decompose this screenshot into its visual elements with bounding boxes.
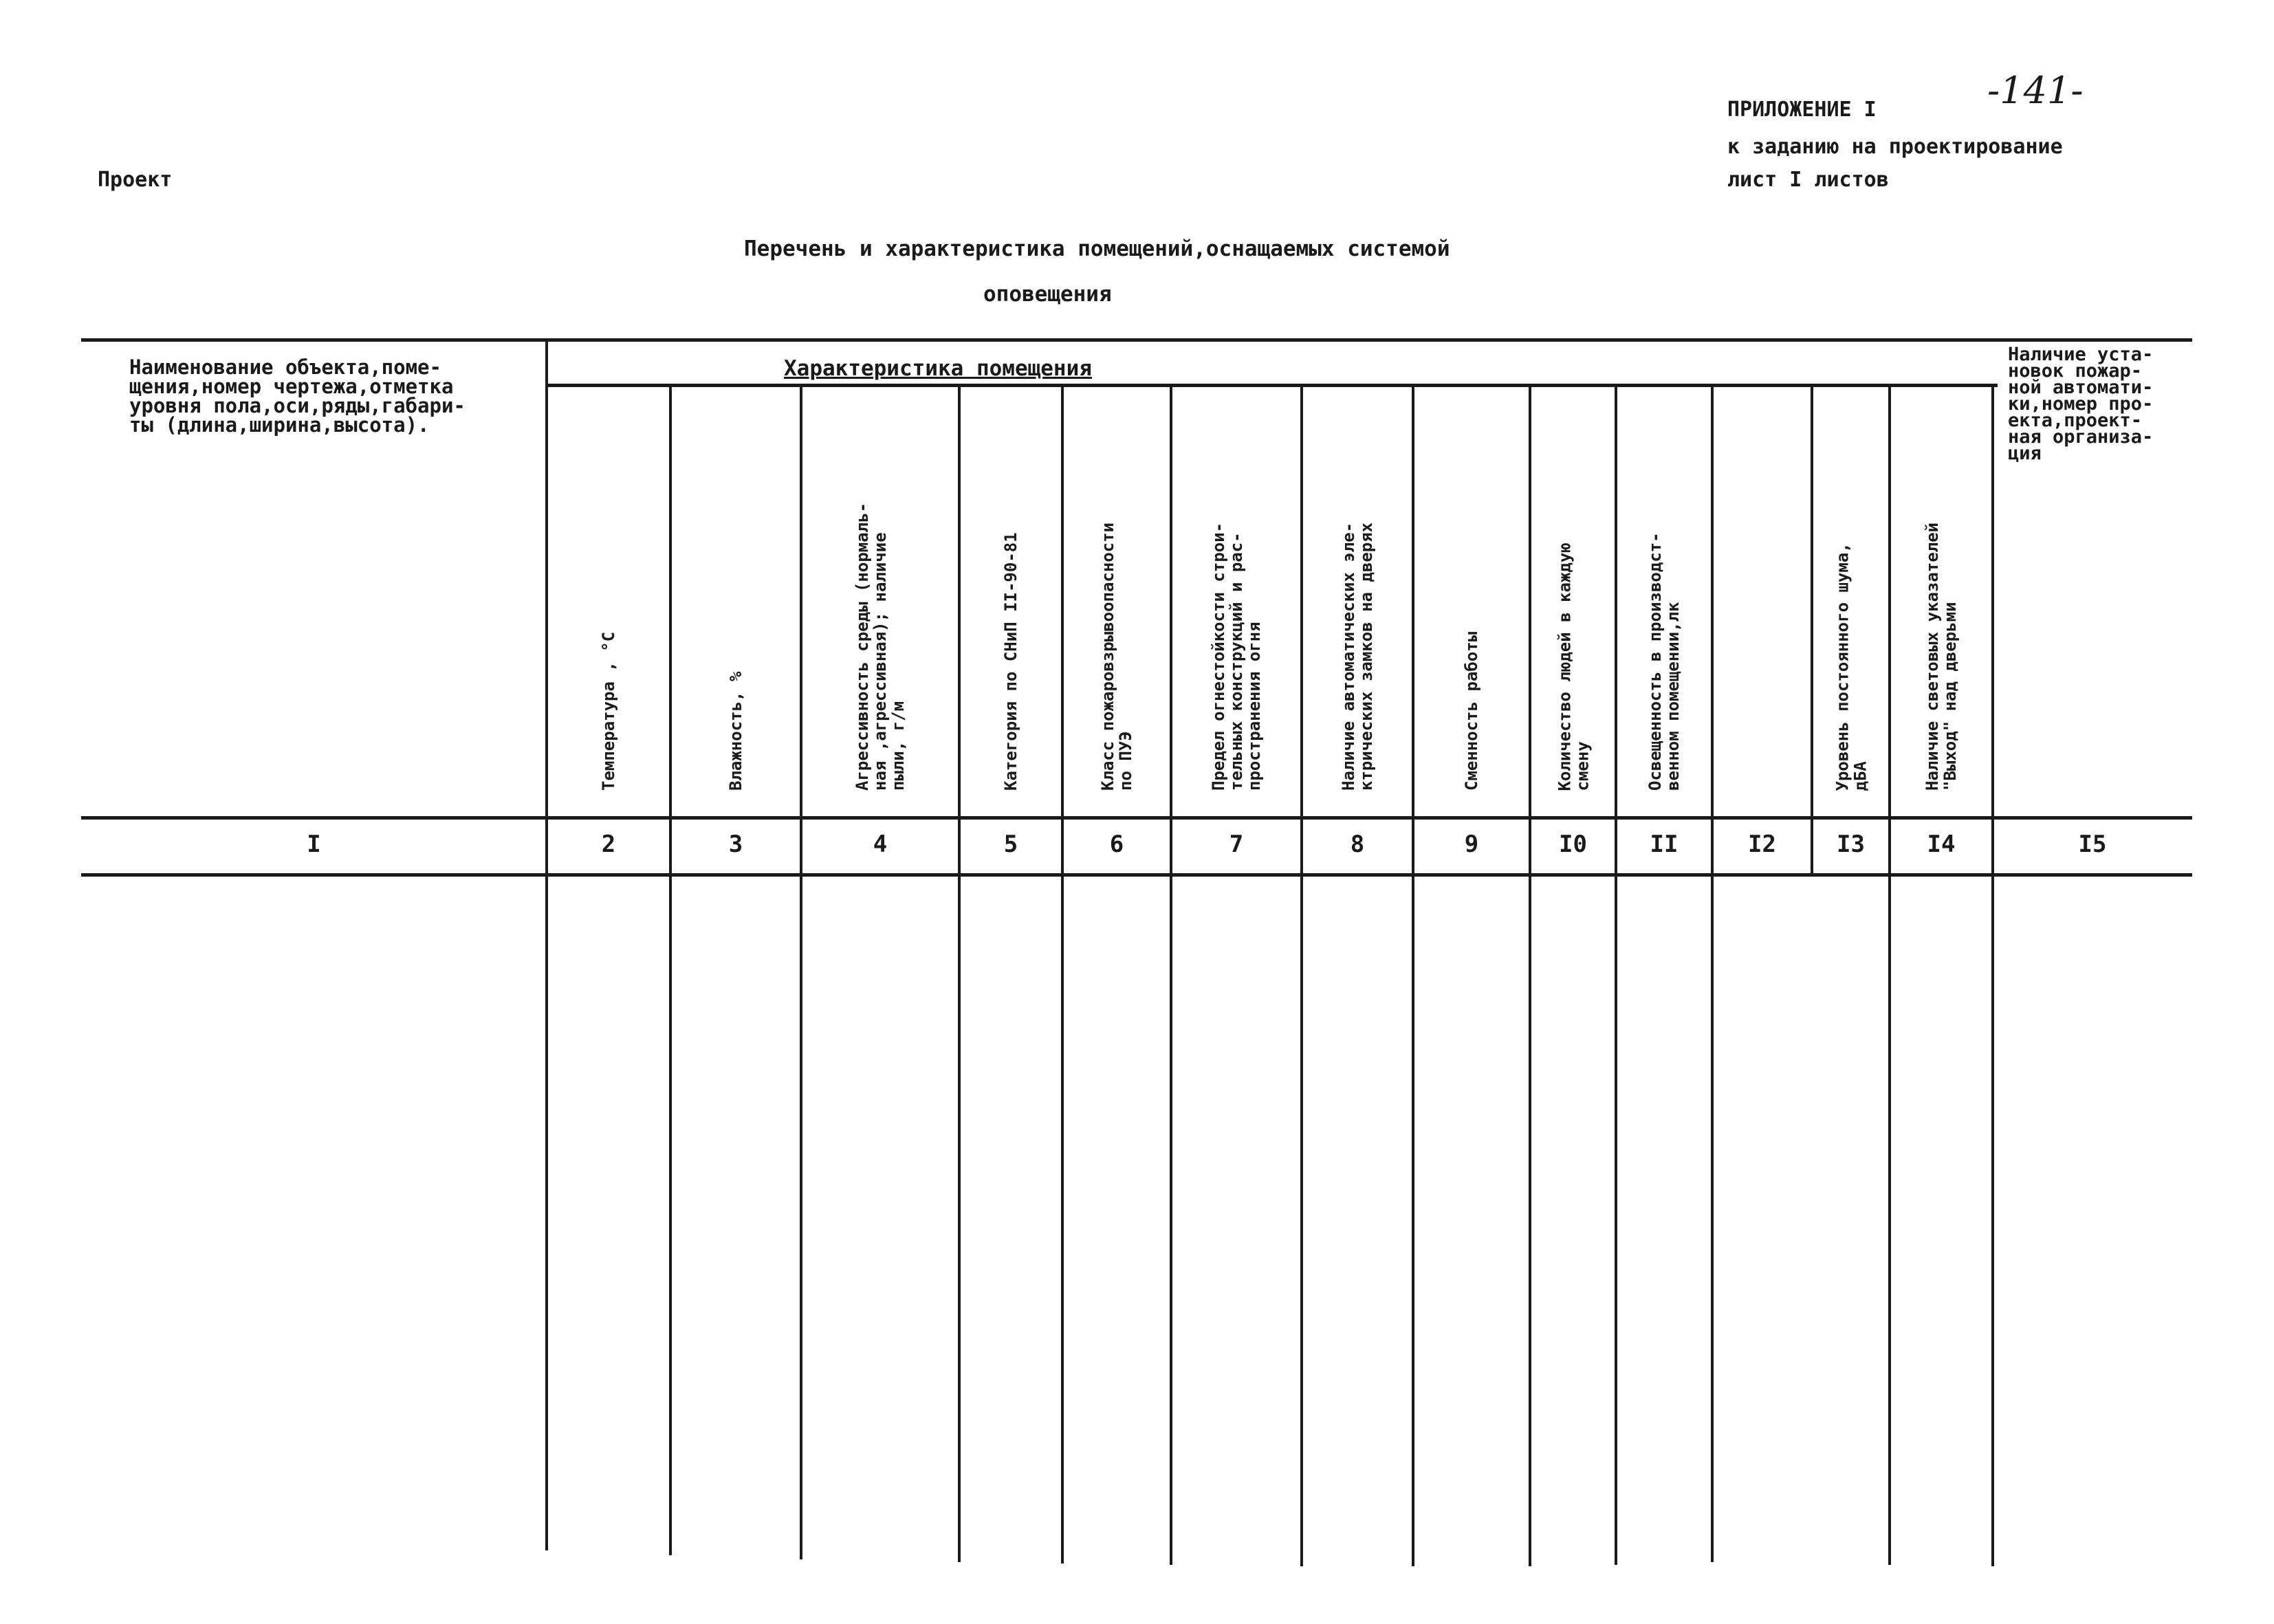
vertical-header-cell: [1890, 389, 1993, 811]
vertical-header-text: Наличие автоматических эле- ктрических замков на дверях: [1339, 522, 1376, 791]
project-label: Проект: [98, 168, 173, 192]
fire-automation-header: Наличие уста- новок пожар- ной автомати- ки,номер про- екта,проект- ная организа- ция: [2008, 344, 2154, 464]
document-title-line2: оповещения: [983, 282, 1112, 307]
vertical-header-text: Количество людей в каждую смену: [1554, 542, 1592, 791]
column-number: 5: [1003, 831, 1018, 858]
column-number: 6: [1109, 831, 1124, 858]
page-number: -141-: [1987, 69, 2084, 112]
object-name-header: Наименование объекта,поме- щения,номер чертежа,отметка уровня пола,оси,ряды,габари- ты (длина,ширина,высота).: [129, 355, 466, 437]
vertical-header-text: Сменность работы: [1462, 631, 1481, 791]
vertical-header-cell: [1302, 389, 1413, 811]
column-number: I5: [2078, 831, 2107, 858]
column-number: II: [1650, 831, 1679, 858]
column-number: I4: [1927, 831, 1956, 858]
column-number: I2: [1748, 831, 1776, 858]
column-number: 2: [601, 831, 616, 858]
header-bottom-rule: [81, 816, 2192, 820]
vertical-header-cell: [1413, 389, 1530, 811]
vertical-header-text: Категория по СНиП II-90-81: [1001, 532, 1020, 791]
vertical-header-text: Агрессивность среды (нормаль- ная ,агрессивная); наличие пыли, г/м: [853, 502, 908, 791]
column-number: I: [307, 831, 321, 858]
vertical-header-cell: [1616, 389, 1712, 811]
vertical-header-cell: [1712, 389, 1812, 811]
numbers-bottom-rule: [81, 873, 2192, 877]
room-characteristics-header: Характеристика помещения: [784, 356, 1092, 381]
vertical-header-text: Предел огнестойкости строи- тельных конструкций и рас- пространения огня: [1209, 522, 1264, 791]
column-number: 4: [873, 831, 888, 858]
vertical-header-cell: [1171, 389, 1302, 811]
column-number: 8: [1350, 831, 1365, 858]
column-number: I0: [1559, 831, 1587, 858]
column-number: 7: [1229, 831, 1244, 858]
vertical-header-text: Освещенность в производст- венном помещении,лк: [1646, 532, 1683, 791]
vertical-header-text: Уровень постоянного шума, дБА: [1832, 542, 1870, 791]
appendix-assignment: к заданию на проектирование: [1727, 135, 2063, 159]
appendix-title: ПРИЛОЖЕНИЕ I: [1727, 98, 1877, 122]
appendix-sheet: лист I листов: [1727, 168, 1889, 192]
table-top-rule: [81, 338, 2192, 342]
vertical-header-text: Наличие световых указателей "Выход" над дверьми: [1923, 522, 1960, 791]
vertical-header-text: Класс пожаровзрывоопасности по ПУЭ: [1098, 522, 1135, 791]
vertical-header-cell: [670, 389, 801, 811]
vertical-header-cell: [1062, 389, 1171, 811]
vertical-header-cell: [1530, 389, 1616, 811]
column-number: 3: [728, 831, 743, 858]
group-header-rule: [547, 384, 1998, 387]
column-number: 9: [1464, 831, 1479, 858]
vertical-header-text: Температура , °С: [599, 631, 618, 791]
column-number: I3: [1837, 831, 1865, 858]
document-title-line1: Перечень и характеристика помещений,оснащаемых системой: [744, 237, 1450, 261]
vertical-header-cell: [1812, 389, 1890, 811]
vertical-header-cell: [547, 389, 670, 811]
vertical-header-cell: [959, 389, 1062, 811]
vertical-header-cell: [801, 389, 959, 811]
vertical-header-text: Влажность, %: [726, 671, 745, 791]
